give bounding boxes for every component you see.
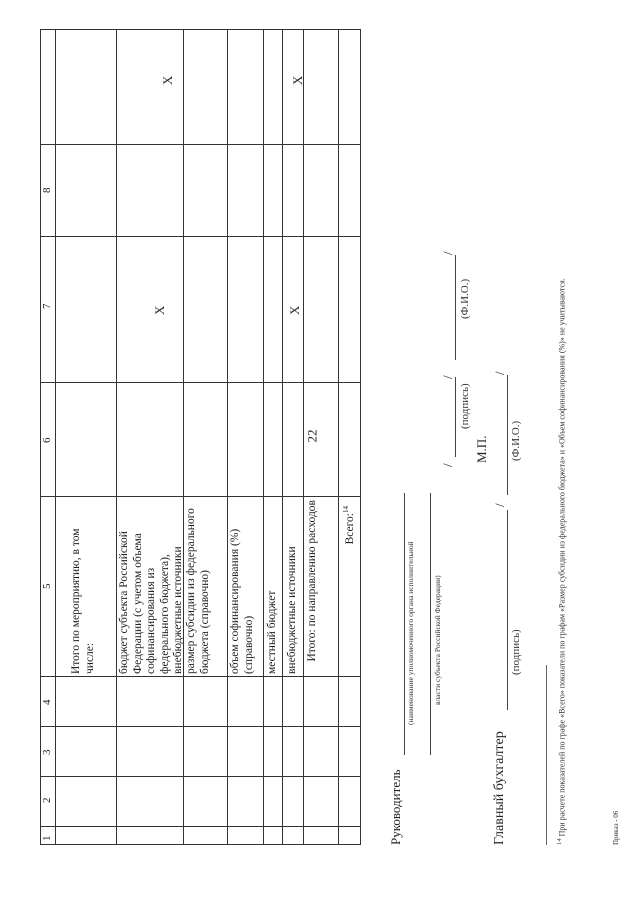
rotated-page: 1 2 3 4 5 6 7 8 Итого по мероприятию, в том числе: бюджет субъекта Российской Федерации (с учетом объема софинансирования из федерального бюджета), внебюджетные источники размер субсидии из федерального бюджета (справочно) объем софинансирования (%) (справочно) местный бюджет внебюджетные источники Итого: по направлению расходов Всего:$^{14}$ X X X X Руководитель (наименование уполномоченного органа исполнительной власти субъекта Российской Федерации) / / (подпись) / (Ф.И.О.) М.П. Главный бухгалтер / (подпись) / (Ф.И.О.) $^{14}$ При расчете показателей по графе «Всего» показатели по графам «Размер субсидии из федерального бюджета» и «Объем софинансирования (%)» не учитываются. Приказ - 06 bbox=[0, 0, 640, 905]
x-mark-row6-col7: X bbox=[287, 305, 302, 315]
row-label-regional-budget: бюджет субъекта Российской Федерации (с учетом объема софинансирования из федерального бюджета), внебюджетные источники bbox=[118, 531, 184, 674]
row-label-local-budget: местный бюджет bbox=[266, 590, 278, 674]
row-label-total-direction: Итого: по направлению расходов bbox=[306, 500, 318, 662]
head-fio-caption: (Ф.И.О.) bbox=[459, 278, 471, 319]
page-number: 22 bbox=[304, 429, 320, 443]
head-sign-caption: (подпись) bbox=[459, 383, 471, 429]
col-header-4: 4 bbox=[41, 699, 53, 705]
head-label: Руководитель bbox=[388, 769, 403, 845]
footnote: $^{14}$ При расчете показателей по графе «Всего» показатели по графам «Размер субсидии из федерального бюджета» и «Объем софинансирования (%)» не учитываются. bbox=[556, 278, 567, 845]
head-caption-1: (наименование уполномоченного органа исполнительной bbox=[406, 541, 415, 725]
row-label-cofinancing: объем софинансирования (%) (справочно) bbox=[229, 528, 255, 674]
col-header-2: 2 bbox=[41, 797, 53, 803]
col-header-7: 7 bbox=[41, 303, 53, 309]
row-label-federal-subsidy: размер субсидии из федерального бюджета (справочно) bbox=[185, 508, 211, 674]
x-mark-row2-last: X bbox=[160, 75, 175, 85]
col-header-8: 8 bbox=[41, 187, 53, 193]
col-header-3: 3 bbox=[41, 749, 53, 755]
x-mark-row6-last: X bbox=[290, 75, 305, 85]
row-label-total-event: Итого по мероприятию, в том числе: bbox=[70, 528, 96, 674]
acc-fio-caption: (Ф.И.О.) bbox=[510, 420, 522, 461]
stamp-mp: М.П. bbox=[474, 435, 489, 463]
row-label-extrabudget: внебюджетные источники bbox=[286, 546, 298, 674]
col-header-5: 5 bbox=[41, 583, 53, 589]
col-header-6: 6 bbox=[41, 437, 53, 443]
corner-mark: Приказ - 06 bbox=[612, 810, 620, 845]
accountant-label: Главный бухгалтер bbox=[492, 731, 507, 845]
head-caption-2: власти субъекта Российской Федерации) bbox=[433, 575, 442, 705]
x-mark-row2-col7: X bbox=[152, 305, 167, 315]
acc-sign-caption: (подпись) bbox=[510, 629, 522, 675]
row-label-grand-total: Всего:$^{14}$ bbox=[342, 506, 356, 545]
col-header-1: 1 bbox=[41, 835, 53, 841]
